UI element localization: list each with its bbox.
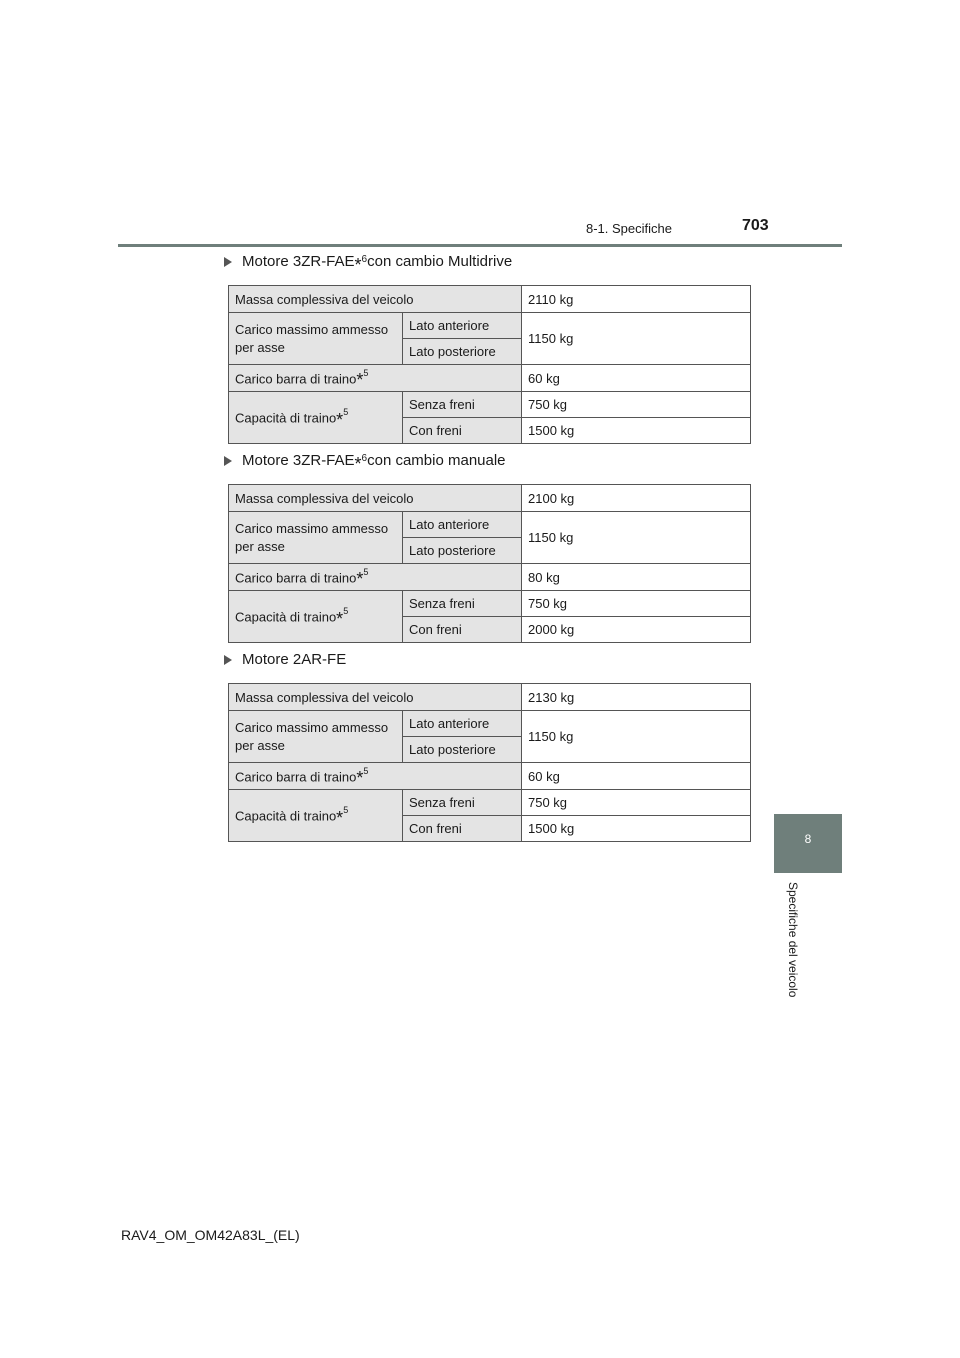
chapter-tab: [774, 814, 842, 873]
spec-table-2: [228, 484, 751, 643]
carico-value: 1150 kg: [522, 711, 751, 763]
massa-label: Massa complessiva del veicolo: [229, 485, 522, 512]
senza-freni-label: Senza freni: [403, 790, 522, 816]
barra-label: Carico barra di traino: [235, 371, 357, 387]
spec-table-1: [228, 285, 751, 444]
document-code: RAV4_OM_OM42A83L_(EL): [121, 1227, 300, 1243]
triangle-bullet-icon: [224, 456, 232, 466]
section-title-1: Motore 3ZR-FAE * $^6$ con cambio Multidrive: [224, 253, 512, 270]
barra-value: 60 kg: [522, 763, 751, 790]
con-freni-value: 1500 kg: [522, 816, 751, 842]
section-title-rest: con cambio Multidrive: [367, 253, 513, 270]
capacita-label-cell: [229, 790, 403, 842]
senza-freni-label: Senza freni: [403, 591, 522, 617]
table-row: [229, 711, 751, 737]
barra-footnote: 5: [363, 765, 369, 776]
header-rule: [118, 244, 842, 247]
capacita-footnote: 5: [343, 407, 349, 418]
section-title-main: Motore 2AR-FE: [242, 651, 347, 668]
barra-label-cell: [229, 564, 522, 591]
table-row: [229, 485, 751, 512]
section-title-2: Motore 3ZR-FAE * $^6$ con cambio manuale: [224, 452, 506, 469]
massa-value: 2130 kg: [522, 684, 751, 711]
barra-footnote: 5: [363, 367, 369, 378]
capacita-label: Capacità di traino: [235, 609, 337, 625]
chapter-label: Specifiche del veicolo: [786, 882, 800, 998]
lato-posteriore-label: Lato posteriore: [403, 339, 522, 365]
con-freni-label: Con freni: [403, 617, 522, 643]
table-row: [229, 763, 751, 790]
table-row: [229, 392, 751, 418]
section-title-rest: con cambio manuale: [367, 452, 506, 469]
con-freni-label: Con freni: [403, 418, 522, 444]
senza-freni-value: 750 kg: [522, 591, 751, 617]
carico-value: 1150 kg: [522, 512, 751, 564]
senza-freni-value: 750 kg: [522, 790, 751, 816]
carico-value: 1150 kg: [522, 313, 751, 365]
table-row: [229, 564, 751, 591]
lato-posteriore-label: Lato posteriore: [403, 538, 522, 564]
asterisk-icon: *: [356, 768, 364, 789]
capacita-label: Capacità di traino: [235, 410, 337, 426]
asterisk-icon: *: [356, 370, 364, 391]
barra-value: 80 kg: [522, 564, 751, 591]
massa-label: Massa complessiva del veicolo: [229, 684, 522, 711]
section-title-3: [224, 651, 346, 668]
table-row: [229, 591, 751, 617]
capacita-label-cell: [229, 591, 403, 643]
triangle-bullet-icon: [224, 257, 232, 267]
lato-anteriore-label: Lato anteriore: [403, 512, 522, 538]
table-row: [229, 790, 751, 816]
chapter-number: 8: [804, 832, 812, 846]
con-freni-label: Con freni: [403, 816, 522, 842]
senza-freni-label: Senza freni: [403, 392, 522, 418]
massa-value: 2100 kg: [522, 485, 751, 512]
table-row: [229, 684, 751, 711]
barra-label-cell: [229, 365, 522, 392]
carico-label: Carico massimo ammesso per asse: [229, 711, 403, 763]
spec-table-3: [228, 683, 751, 842]
barra-label: Carico barra di traino: [235, 570, 357, 586]
asterisk-icon: *: [356, 569, 364, 590]
capacita-footnote: 5: [343, 805, 349, 816]
asterisk-icon: *: [336, 409, 344, 430]
capacita-footnote: 5: [343, 606, 349, 617]
triangle-bullet-icon: [224, 655, 232, 665]
table-row: [229, 512, 751, 538]
massa-value: 2110 kg: [522, 286, 751, 313]
senza-freni-value: 750 kg: [522, 392, 751, 418]
page-number: 703: [742, 217, 769, 234]
lato-anteriore-label: Lato anteriore: [403, 313, 522, 339]
capacita-label: Capacità di traino: [235, 808, 337, 824]
table-row: [229, 365, 751, 392]
barra-label-cell: [229, 763, 522, 790]
section-title-footnote: 6: [361, 254, 368, 265]
con-freni-value: 2000 kg: [522, 617, 751, 643]
table-row: [229, 313, 751, 339]
con-freni-value: 1500 kg: [522, 418, 751, 444]
section-title-footnote: 6: [361, 453, 368, 464]
lato-posteriore-label: Lato posteriore: [403, 737, 522, 763]
carico-label: Carico massimo ammesso per asse: [229, 313, 403, 365]
barra-footnote: 5: [363, 566, 369, 577]
table-row: [229, 286, 751, 313]
asterisk-icon: *: [336, 608, 344, 629]
lato-anteriore-label: Lato anteriore: [403, 711, 522, 737]
section-title-main: Motore 3ZR-FAE: [242, 452, 355, 469]
barra-value: 60 kg: [522, 365, 751, 392]
asterisk-icon: *: [336, 807, 344, 828]
barra-label: Carico barra di traino: [235, 769, 357, 785]
massa-label: Massa complessiva del veicolo: [229, 286, 522, 313]
section-title-main: Motore 3ZR-FAE: [242, 253, 355, 270]
header-section-title: 8-1. Specifiche: [586, 221, 672, 236]
carico-label: Carico massimo ammesso per asse: [229, 512, 403, 564]
capacita-label-cell: [229, 392, 403, 444]
